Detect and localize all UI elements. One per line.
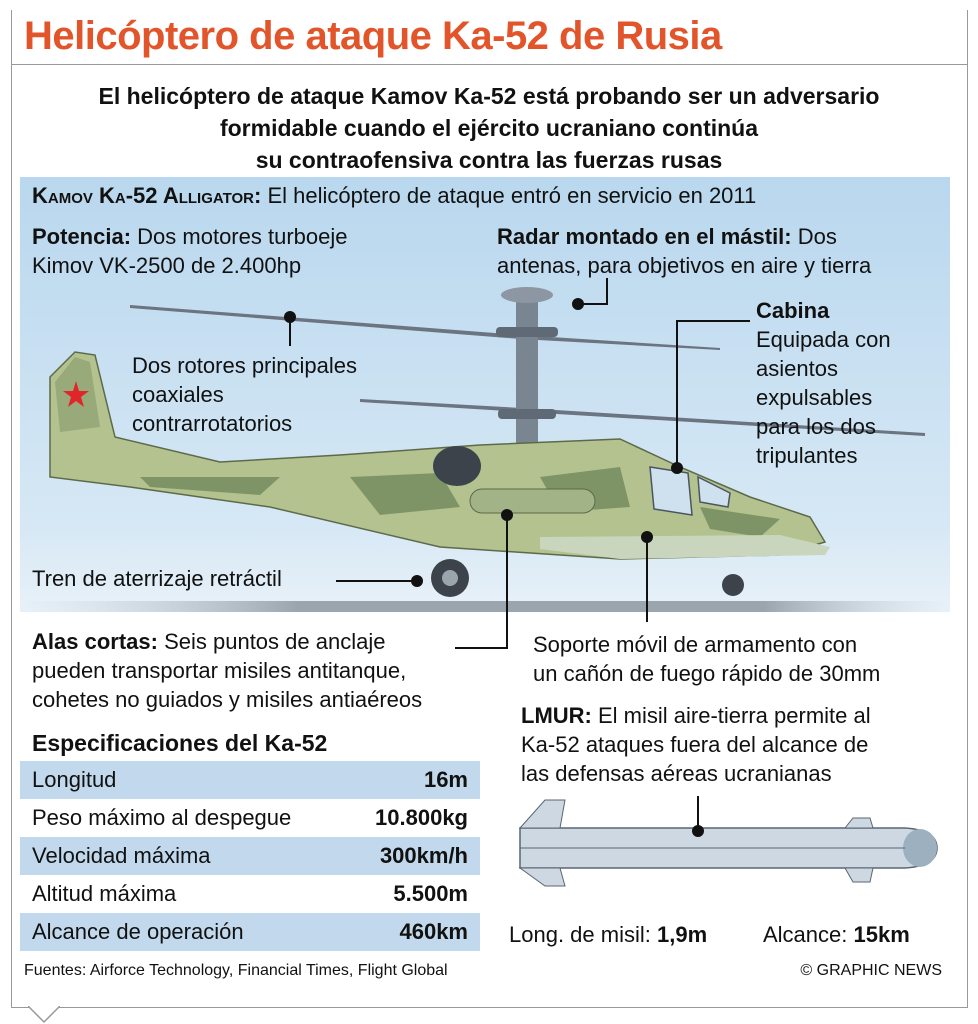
rotor-mast — [516, 302, 538, 447]
missile-seeker — [903, 829, 937, 867]
mount-leader — [646, 536, 648, 622]
mount-line-2: un cañón de fuego rápido de 30mm — [533, 661, 881, 686]
title-divider — [11, 64, 967, 65]
model-description: El helicóptero de ataque entró en servicio en 2011 — [267, 183, 757, 208]
spec-label: Altitud máxima — [20, 875, 346, 913]
cabin-leader-h — [676, 320, 750, 322]
page-title: Helicóptero de ataque Ka-52 de Rusia — [24, 14, 722, 58]
power-label: Potencia: — [32, 224, 132, 249]
lmur-line-2: Ka-52 ataques fuera del alcance de — [521, 732, 869, 757]
radar-text-2: antenas, para objetivos en aire y tierra — [497, 253, 872, 278]
missile-canard-top — [845, 818, 873, 828]
wings-line-3: cohetes no guiados y misiles antiaéreos — [32, 687, 423, 712]
engine-intake — [433, 446, 481, 486]
table-row — [20, 875, 480, 913]
cabin-line: para los dos — [756, 414, 876, 439]
power-text-1: Dos motores turboeje — [137, 224, 348, 249]
radar-label: Radar montado en el mástil: — [497, 224, 792, 249]
rotor-marker — [284, 311, 296, 323]
nose-wheel — [722, 574, 744, 596]
stub-wing — [470, 489, 595, 513]
missile-tail-fin-bottom — [520, 868, 565, 886]
table-row — [20, 913, 480, 951]
cabin-leader-v — [676, 320, 678, 468]
rotor-line: contrarrotatorios — [132, 411, 293, 436]
missile-illustration — [505, 790, 945, 890]
speech-tail-icon — [28, 1006, 60, 1024]
missile-range — [763, 920, 910, 949]
cabin-line: tripulantes — [756, 443, 858, 468]
cabin-line: expulsables — [756, 385, 873, 410]
wing-leader-v — [506, 514, 508, 649]
spec-value: 16m — [346, 761, 480, 799]
missile-range-label: Alcance: — [763, 922, 848, 947]
lower-rotor-hub — [498, 409, 556, 419]
table-row — [20, 761, 480, 799]
cabin-callout — [756, 296, 891, 470]
cabin-line: Equipada con — [756, 327, 891, 352]
gear-marker — [411, 575, 423, 587]
gear-callout: Tren de aterrizaje retráctil — [32, 566, 282, 591]
lmur-callout — [521, 701, 871, 788]
table-row — [20, 799, 480, 837]
specs-table — [20, 761, 480, 951]
spec-label: Peso máximo al despegue — [20, 799, 346, 837]
subtitle-line-2: formidable cuando el ejército ucraniano continúa — [219, 115, 759, 141]
lmur-line-1: El misil aire-tierra permite al — [598, 703, 871, 728]
rotor-line: coaxiales — [132, 382, 224, 407]
lmur-label: LMUR: — [521, 703, 592, 728]
subtitle — [20, 80, 958, 176]
spec-value: 5.500m — [346, 875, 480, 913]
missile-length — [509, 920, 707, 949]
spec-value: 10.800kg — [346, 799, 480, 837]
cabin-label: Cabina — [756, 298, 830, 323]
subtitle-line-3: su contraofensiva contra las fuerzas rusas — [255, 147, 723, 173]
power-callout — [32, 222, 347, 280]
mast-radar-dome — [501, 287, 553, 303]
spec-label: Longitud — [20, 761, 346, 799]
missile-tail-fin-top — [520, 800, 565, 828]
radar-text-1: Dos — [797, 224, 837, 249]
cabin-marker — [671, 462, 683, 474]
wing-leader-h — [455, 647, 508, 649]
mount-marker — [641, 531, 653, 543]
upper-rotor-hub — [496, 327, 558, 337]
radar-marker — [572, 298, 584, 310]
radar-leader-v — [606, 278, 608, 305]
gear-leader — [336, 580, 416, 582]
credit: © GRAPHIC NEWS — [800, 962, 942, 979]
wing-marker — [501, 509, 513, 521]
mount-callout — [533, 630, 880, 688]
power-text-2: Kimov VK-2500 de 2.400hp — [32, 253, 302, 278]
spec-value: 300km/h — [346, 837, 480, 875]
missile-length-value: 1,9m — [656, 922, 708, 947]
specs-title: Especificaciones del Ka-52 — [32, 730, 328, 756]
ground-shadow — [20, 601, 950, 612]
wings-line-2: pueden transportar misiles antitanque, — [32, 658, 407, 683]
missile-canard-bottom — [845, 868, 873, 882]
wings-label: Alas cortas: — [32, 629, 158, 654]
wings-callout — [32, 627, 422, 714]
spec-value: 460km — [346, 913, 480, 951]
model-name: Kamov Ka-52 Alligator: — [32, 183, 262, 208]
subtitle-line-1: El helicóptero de ataque Kamov Ka-52 está probando ser un adversario — [98, 83, 880, 109]
lmur-line-3: las defensas aéreas ucranianas — [521, 761, 832, 786]
mount-line-1: Soporte móvil de armamento con — [533, 632, 858, 657]
upper-rotor-blade — [130, 305, 720, 350]
cockpit-window-1 — [650, 467, 692, 515]
missile-range-value: 15km — [853, 922, 910, 947]
rotor-line: Dos rotores principales — [132, 353, 357, 378]
wings-line-1: Seis puntos de anclaje — [164, 629, 386, 654]
rotor-callout — [132, 351, 357, 438]
model-line — [32, 181, 756, 210]
table-row — [20, 837, 480, 875]
radar-callout — [497, 222, 871, 280]
cabin-line: asientos — [756, 356, 838, 381]
missile-length-label: Long. de misil: — [509, 922, 651, 947]
spec-label: Alcance de operación — [20, 913, 346, 951]
sources: Fuentes: Airforce Technology, Financial Times, Flight Global — [24, 962, 448, 979]
spec-label: Velocidad máxima — [20, 837, 346, 875]
missile-marker — [692, 825, 704, 837]
